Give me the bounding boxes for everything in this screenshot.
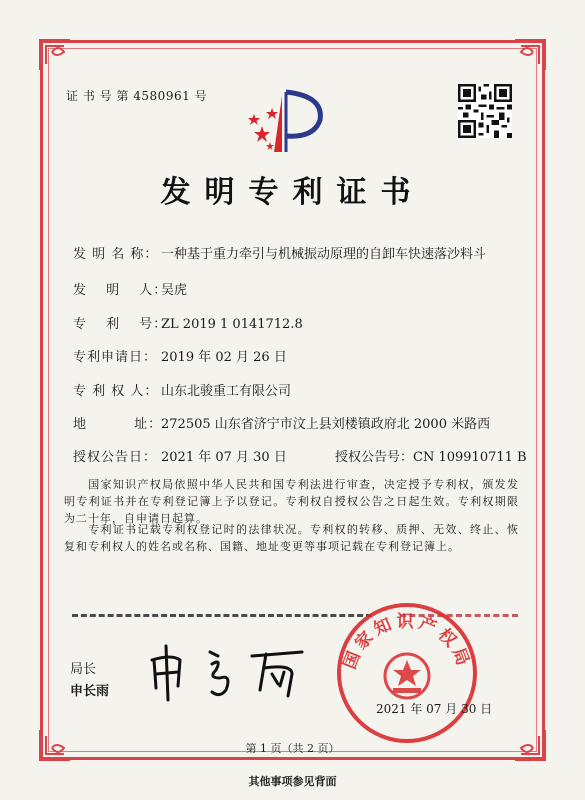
field-patent-number bbox=[73, 313, 303, 332]
handwritten-signature-icon bbox=[142, 638, 312, 704]
filing-date-label: 专利申请日： bbox=[73, 350, 158, 365]
director-name: 申长雨 bbox=[70, 684, 110, 699]
inventor-value: 吴虎 bbox=[161, 283, 188, 298]
grant-statement-paragraph: 国家知识产权局依照中华人民共和国专利法进行审查，决定授予专利权，颁发发明专利证书并在专利登记簿上予以登记。专利权自授权公告之日起生效。专利权期限为二十年，自申请日起算。 bbox=[64, 478, 519, 525]
publication-number-value: CN 109910711 B bbox=[413, 450, 527, 465]
certificate-number bbox=[66, 87, 207, 104]
filing-date-value: 2019 年 02 月 26 日 bbox=[161, 350, 287, 365]
qr-code-icon bbox=[458, 84, 512, 138]
field-invention-name bbox=[73, 243, 486, 262]
official-seal-icon bbox=[332, 598, 482, 748]
field-publication-number bbox=[335, 446, 527, 465]
patentee-value: 山东北骏重工有限公司 bbox=[161, 384, 292, 399]
certificate-number-label: 证 书 号 第 bbox=[66, 89, 129, 103]
legal-status-paragraph: 专利证书记载专利权登记时的法律状况。专利权的转移、质押、无效、终止、恢复和专利权人的姓名或名称、国籍、地址变更等事项记载在专利登记簿上。 bbox=[64, 523, 519, 553]
grant-date-label: 授权公告日： bbox=[73, 450, 158, 465]
invention-name-value: 一种基于重力牵引与机械振动原理的自卸车快速落沙料斗 bbox=[161, 247, 487, 262]
patentee-label: 专 利 权 人： bbox=[73, 384, 159, 399]
footer-note: 其他事项参见背面 bbox=[248, 775, 337, 788]
seal-date: 2021 年 07 月 30 日 bbox=[376, 702, 493, 716]
patent-number-value: ZL 2019 1 0141712.8 bbox=[161, 317, 303, 332]
address-label: 地 址： bbox=[73, 417, 163, 432]
publication-number-label: 授权公告号： bbox=[335, 450, 414, 465]
patent-office-logo-icon bbox=[246, 86, 328, 156]
field-address bbox=[73, 413, 490, 432]
field-grant-date bbox=[73, 446, 527, 465]
corner-ornament-icon bbox=[38, 38, 72, 72]
field-filing-date bbox=[73, 346, 287, 365]
dashed-divider bbox=[72, 614, 372, 617]
certificate-number-suffix: 号 bbox=[194, 89, 208, 103]
inventor-label: 发 明 人： bbox=[73, 283, 168, 298]
corner-ornament-icon bbox=[513, 38, 547, 72]
seal-text: 国家知识产权局 bbox=[339, 612, 475, 672]
bureau-title: 局长 bbox=[70, 662, 97, 677]
certificate-title: 发明专利证书 bbox=[160, 175, 425, 210]
patent-number-label: 专 利 号： bbox=[73, 317, 168, 332]
field-inventor bbox=[73, 279, 187, 298]
invention-name-label: 发 明 名 称： bbox=[73, 247, 159, 262]
page-indicator: 第 1 页（共 2 页） bbox=[245, 742, 340, 755]
address-value: 272505 山东省济宁市汶上县刘楼镇政府北 2000 米路西 bbox=[161, 417, 491, 432]
grant-date-value: 2021 年 07 月 30 日 bbox=[161, 450, 287, 465]
certificate-number-value: 4580961 bbox=[133, 89, 191, 103]
field-patentee bbox=[73, 380, 291, 399]
